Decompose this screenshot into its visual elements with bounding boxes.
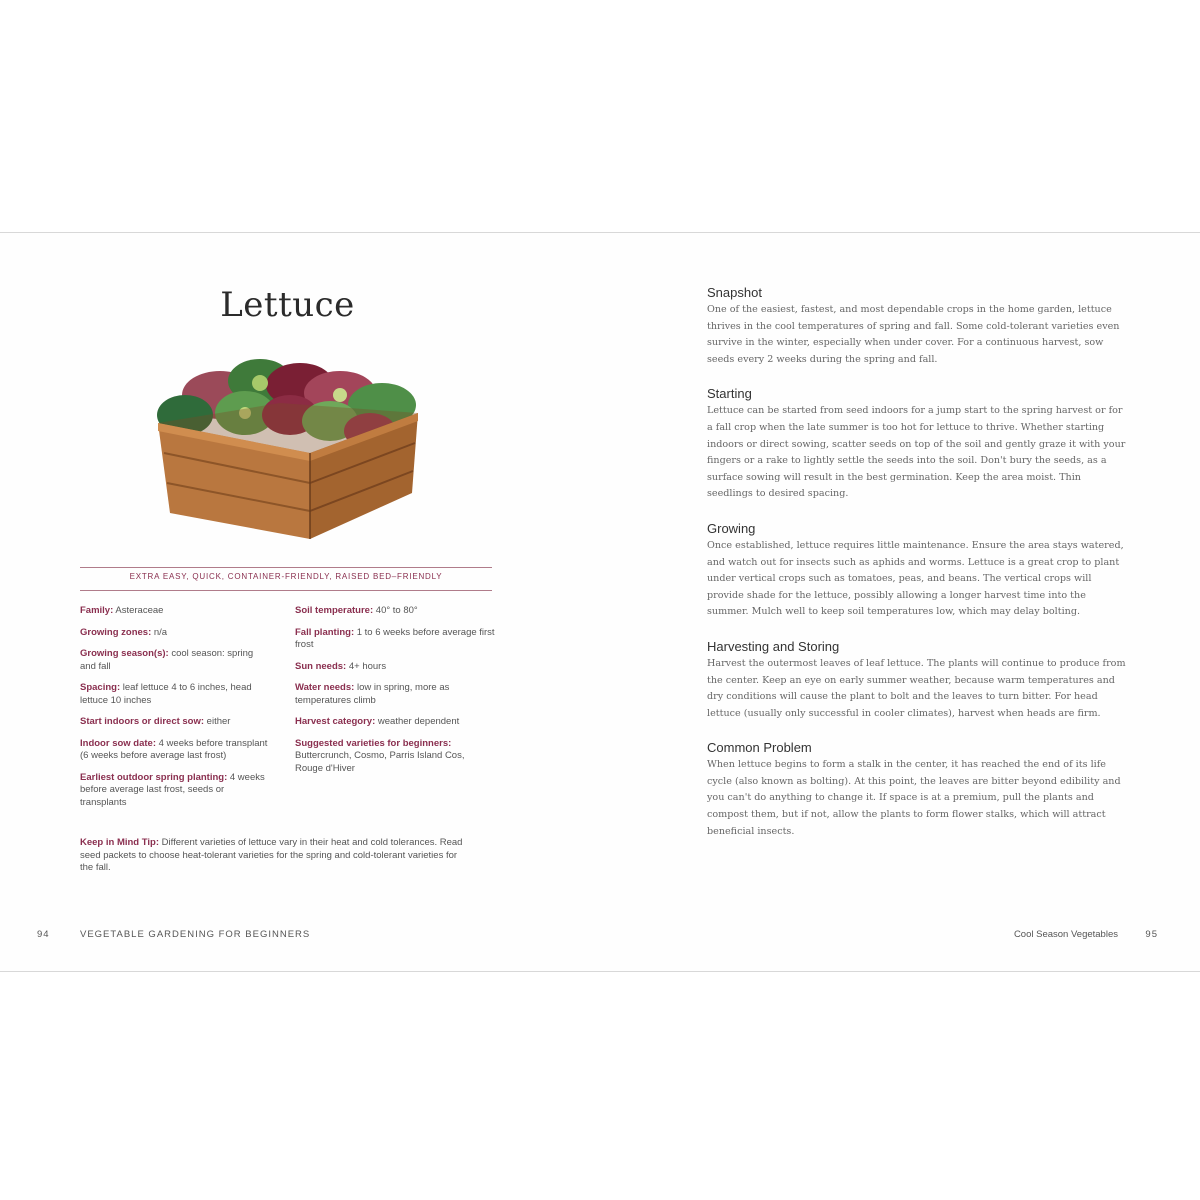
fact-label: Suggested varieties for beginners: — [295, 737, 452, 749]
section-common-problem — [707, 740, 1127, 840]
section-body: Once established, lettuce requires little maintenance. Ensure the area stays watered, and watch out for insects such as aphids and worms. Lettuce is a great crop to plant under vertical crops such as tomatoes, peas, and beans. The vertical crops will provide shade for the lettuce, possibly allowing a longer harvest time into the summer. Mulch well to keep soil temperatures low, which may delay bolting. — [707, 539, 1124, 618]
fact-label: Soil temperature: — [295, 605, 374, 616]
section-heading: Harvesting and Storing — [707, 638, 840, 654]
fact-value: 40° to 80° — [373, 605, 418, 616]
section-starting — [707, 386, 1127, 503]
fact-item — [80, 772, 270, 810]
tip-text: Different varieties of lettuce vary in their heat and cold tolerances. Read seed packets to choose heat-tolerant varieties for the spring and cold-tolerant varieties for the fall. — [80, 837, 463, 873]
facts-column-left — [80, 605, 270, 818]
page-number-right: 95 — [1145, 929, 1158, 940]
fact-value: 4+ hours — [346, 660, 387, 672]
page-number-left: 94 — [37, 929, 50, 940]
fact-item — [80, 648, 270, 673]
book-spread — [0, 232, 1200, 972]
tip-label: Keep in Mind Tip: — [80, 837, 159, 848]
lettuce-crate-illustration — [150, 343, 430, 543]
fact-label: Indoor sow date: — [80, 737, 156, 749]
fact-label: Harvest category: — [295, 716, 376, 727]
fact-item — [295, 682, 495, 707]
fact-label: Growing zones: — [80, 626, 152, 638]
section-body: When lettuce begins to form a stalk in the center, it has reached the end of its life cycle (also known as bolting). At this point, the leaves are bitter beyond edibility and you can't do anything to change it. If space is at a premium, pull the plants and compost them, but if not, allow the plants to form flower stalks, which will attract beneficial insects. — [707, 759, 1121, 837]
running-footer-left: VEGETABLE GARDENING FOR BEGINNERS — [80, 929, 311, 940]
fact-item — [295, 738, 495, 776]
fact-label: Start indoors or direct sow: — [80, 716, 205, 727]
fact-value: 4 weeks before transplant (6 weeks before average last frost) — [80, 737, 268, 761]
section-heading: Starting — [707, 386, 752, 402]
running-footer-right: Cool Season Vegetables — [1013, 929, 1118, 940]
divider-bottom — [80, 590, 492, 591]
fact-label: Earliest outdoor spring planting: — [80, 771, 228, 783]
fact-item — [295, 605, 495, 618]
fact-value: n/a — [151, 626, 168, 638]
fact-label: Growing season(s): — [80, 648, 169, 659]
fact-item — [80, 627, 270, 640]
plant-tags: EXTRA EASY, QUICK, CONTAINER-FRIENDLY, RAISED BED–FRIENDLY — [129, 572, 443, 581]
section-harvesting-and-storing — [707, 639, 1127, 722]
fact-label: Spacing: — [80, 682, 121, 693]
wooden-crate — [158, 403, 418, 539]
fact-label: Fall planting: — [295, 626, 355, 638]
fact-label: Water needs: — [295, 682, 355, 693]
fact-item — [295, 627, 495, 652]
fact-value: 4 weeks before average last frost, seeds or transplants — [80, 771, 265, 808]
right-page — [600, 233, 1200, 971]
fact-value: either — [204, 716, 231, 727]
fact-value: Asteraceae — [113, 605, 164, 616]
fact-item — [80, 682, 270, 707]
fact-value: low in spring, more as temperatures climb — [295, 682, 450, 706]
fact-label: Family: — [80, 605, 114, 616]
section-heading: Growing — [707, 520, 756, 536]
fact-item — [295, 661, 495, 674]
right-page-sections — [707, 285, 1127, 858]
section-snapshot — [707, 285, 1127, 368]
section-heading: Snapshot — [707, 285, 762, 300]
fact-value: 1 to 6 weeks before average first frost — [295, 626, 495, 650]
fact-item — [80, 738, 270, 763]
left-page — [0, 233, 600, 971]
keep-in-mind-tip — [80, 837, 472, 875]
fact-item — [295, 716, 495, 729]
section-heading: Common Problem — [707, 740, 812, 756]
section-growing — [707, 521, 1127, 621]
fact-label: Sun needs: — [295, 660, 347, 672]
fact-value: weather dependent — [375, 716, 460, 727]
page-title: Lettuce — [220, 285, 355, 325]
fact-item — [80, 716, 270, 729]
divider-top — [80, 567, 492, 568]
fact-value: leaf lettuce 4 to 6 inches, head lettuce 10 inches — [80, 682, 252, 706]
facts-column-right — [295, 605, 495, 784]
fact-item — [80, 605, 270, 618]
section-body: Harvest the outermost leaves of leaf lettuce. The plants will continue to produce from the center. Keep an eye on early summer weather, because warm temperatures and dry conditions will cause the plant to bolt and the leaves to turn bitter. For head lettuce (usually only successful in cooler climates), harvest when heads are firm. — [707, 657, 1126, 719]
fact-value: cool season: spring and fall — [80, 648, 254, 672]
fact-value: Buttercrunch, Cosmo, Parris Island Cos, Rouge d'Hiver — [295, 750, 465, 774]
section-body: One of the easiest, fastest, and most dependable crops in the home garden, lettuce thrives in the cool temperatures of spring and fall. Some cold-tolerant varieties even survive in the winter, especially when under cover. For a continuous harvest, sow seeds every 2 weeks during the spring and fall. — [707, 304, 1120, 365]
section-body: Lettuce can be started from seed indoors for a jump start to the spring harvest or for a fall crop when the late summer is too hot for lettuce to thrive. Whether starting indoors or direct sowing, scatter seeds on top of the soil and gently graze it with your fingers or a rake to lightly settle the seeds into the soil. Don't bury the seeds, as a surface sowing will result in the best germination. Keep the area moist. Thin seedlings to desired spacing. — [707, 405, 1126, 500]
